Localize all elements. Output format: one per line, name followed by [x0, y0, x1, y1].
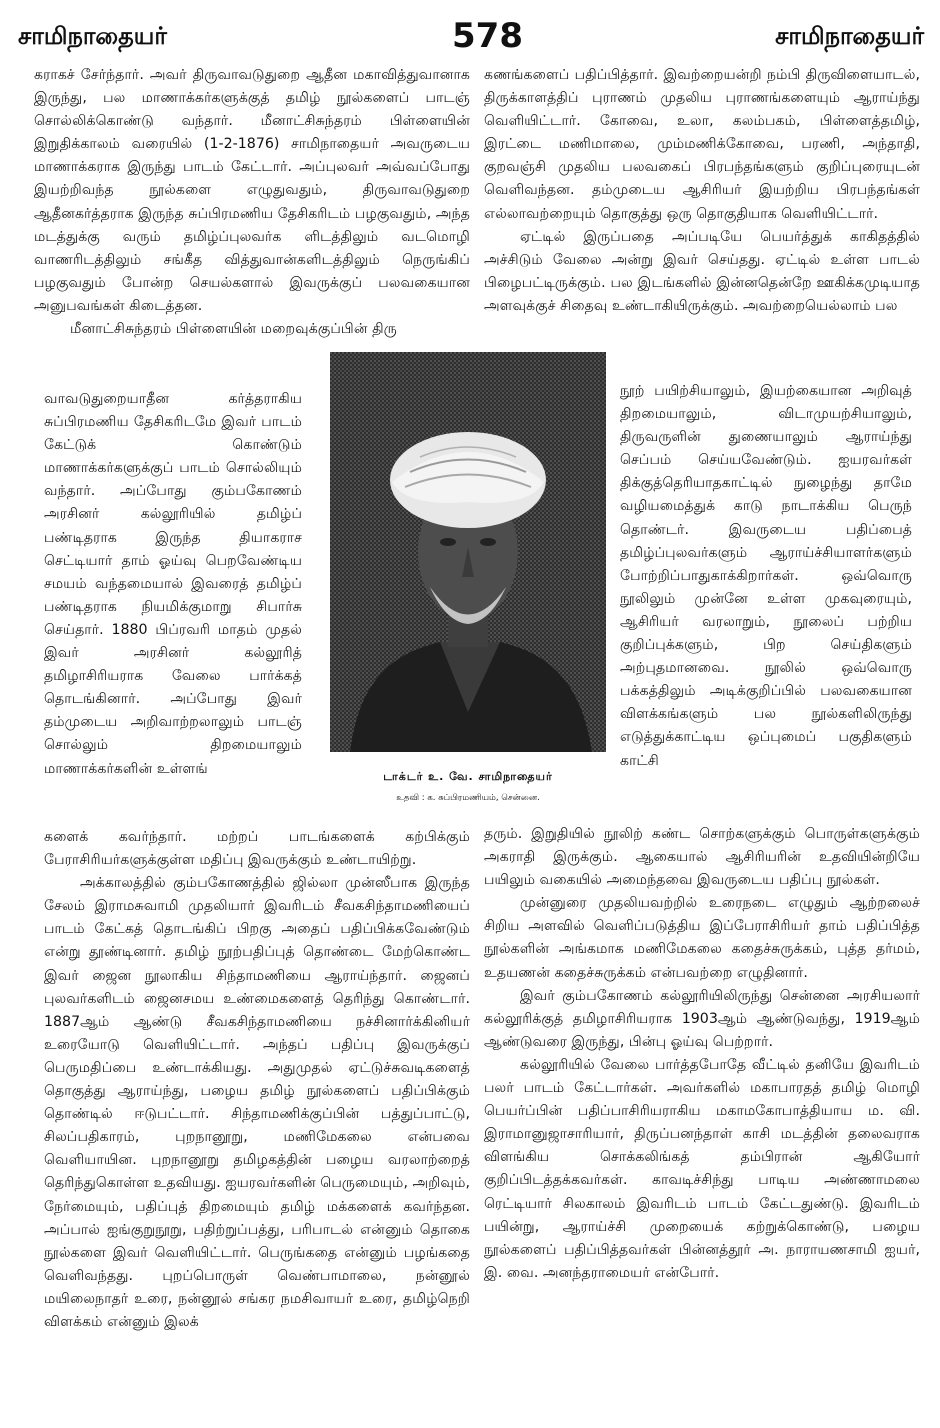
paragraph: கல்லூரியில் வேலை பார்த்தபோதே வீட்டில் தனியே இவரிடம் பலர் பாடம் கேட்டார்கள். அவர்களில் மகாபாரதத் தமிழ் மொழி பெயர்ப்பின் பதிப்பாசிரியராகிய மகாமகோபாத்தியாய ம. வி. இராமானுஜாசாரியார், திருப்பனந்தாள் காசி மடத்தின் தலைவராக விளங்கிய சொக்கலிங்கத் தம்பிரான் ஆகியோர் குறிப்பிடத்தக்கவர்கள். காவடிச்சிந்து பாடிய அண்ணாமலை ரெட்டியார் சிலகாலம் இவரிடம் பாடம் கேட்டதுண்டு. இவரிடம் பயின்று, ஆராய்ச்சி முறையைக் கற்றுக்கொண்டு, பழைய நூல்களைப் பதிப்பித்தவர்கள் பின்னத்தூர் அ. நாராயணசாமி ஐயர், இ. வை. அனந்தராமையர் என்போர். [484, 1056, 920, 1281]
left-column-wrap [44, 388, 302, 781]
paragraph-end: தரும். இறுதியில் நூலிற் கண்ட சொற்களுக்கும் பொருள்களுக்கும் அகராதி இருக்கும். ஆகையால் ஆசிரியரின் உதவியின்றியே பயிலும் வகையில் அமைந்தவை இவருடைய பதிப்பு நூல்கள். [484, 826, 920, 889]
portrait-image [330, 352, 606, 752]
paragraph: இவர் கும்பகோணம் கல்லூரியிலிருந்து சென்னை அரசியலார் கல்லூரிக்குத் தமிழாசிரியராக 1903ஆம் ஆண்டுவந்து, 1919ஆம் ஆண்டுவரை இருந்து, பின்பு ஓய்வு பெற்றார். [484, 987, 920, 1050]
left-column-bottom [44, 826, 470, 1334]
caption-credit: உதவி : க. சுப்பிரமணியம், சென்னை. [396, 793, 540, 803]
paragraph-end: களைக் கவர்ந்தார். மற்றப் பாடங்களைக் கற்பிக்கும் பேராசிரியர்களுக்குள்ள மதிப்பு இவருக்கும் உண்டாயிற்று. [44, 829, 470, 869]
photo-caption [318, 770, 618, 804]
paragraph-wrap: வாவடுதுறையாதீன கர்த்தராகிய சுப்பிரமணிய தேசிகரிடமே இவர் பாடம் கேட்டுக் கொண்டும் மாணாக்கர்களுக்குப் பாடம் சொல்லியும் வந்தார். அப்போது கும்பகோணம் அரசினர் கல்லூரியில் தமிழ்ப் பண்டிதராக இருந்த தியாகராச செட்டியார் தாம் ஓய்வு பெறவேண்டிய சமயம் வந்தமையால் இவரைத் தமிழ்ப் பண்டிதராக நியமிக்குமாறு சிபார்சு செய்தார். 1880 பிப்ரவரி மாதம் முதல் இவர் அரசினர் கல்லூரித் தமிழாசிரியராக வேலை பார்க்கத் தொடங்கினார். அப்போது இவர் தம்முடைய அறிவாற்றலாலும் பாடஞ் சொல்லும் திறமையாலும் மாணாக்கர்களின் உள்ளங் [44, 391, 302, 777]
right-column-top [484, 64, 920, 318]
paragraph: அக்காலத்தில் கும்பகோணத்தில் ஜில்லா முன்ஸீபாக இருந்த சேலம் இராமசுவாமி முதலியார் இவரிடம் சீவகசிந்தாமணியைப் பாடம் கேட்கத் தொடங்கிப் பிறகு அதைப் பதிப்பிக்கவேண்டும் என்று தூண்டினார். தமிழ் நூற்பதிப்புத் தொண்டை மேற்கொண்ட இவர் ஜைன நூலாகிய சிந்தாமணியை ஆராய்ந்தார். ஜைனப் புலவர்களிடம் ஜைனசமய உண்மைகளைத் தெரிந்து கொண்டார். 1887ஆம் ஆண்டு சீவகசிந்தாமணியை நச்சினார்க்கினியர் உரையோடு வெளியிட்டார். அந்தப் பதிப்பு இவருக்குப் பெருமதிப்பை உண்டாக்கியது. அதுமுதல் ஏட்டுச்சுவடிகளைத் தொகுத்து ஆராய்ந்து, பழைய தமிழ் நூல்களைப் பதிப்பிக்கும் தொண்டில் ஈடுபட்டார். சிந்தாமணிக்குப்பின் பத்துப்பாட்டு, சிலப்பதிகாரம், புறநானூறு, மணிமேகலை என்பவை வெளியாயின. புறநானூறு தமிழகத்தின் பழைய வரலாற்றைத் தெரிந்துகொள்ள உதவியது. ஐயரவர்களின் பெருமையும், அறிவும், நேர்மையும், பதிப்புத் திறமையும் தமிழ் மக்களைக் கவர்ந்தன. அப்பால் ஐங்குறுநூறு, பதிற்றுப்பத்து, பரிபாடல் என்னும் தொகை நூல்களை இவர் வெளியிட்டார். பெருங்கதை என்னும் பழங்கதை வெளிவந்தது. புறப்பொருள் வெண்பாமாலை, நன்னூல் மயிலைநாதர் உரை, நன்னூல் சங்கர நமசிவாயர் உரை, தமிழ்நெறி விளக்கம் என்னும் இலக் [44, 875, 470, 1330]
running-head-right: சாமிநாதையர் [775, 22, 924, 50]
page-header [0, 0, 940, 62]
running-head-left: சாமிநாதையர் [18, 22, 167, 50]
right-column-wrap [620, 380, 912, 773]
right-column-bottom [484, 823, 920, 1285]
paragraph: முன்னுரை முதலியவற்றில் உரைநடை எழுதும் ஆற்றலைச் சிறிய அளவில் வெளிப்படுத்திய இப்பேராசிரியர் தாம் பதிப்பித்த நூல்களின் அங்கமாக மணிமேகலை கதைச்சுருக்கம், புத்த தர்மம், உதயணன் கதைச்சுருக்கம் என்பவற்றை எழுதினார். [484, 895, 920, 981]
paragraph: கராகச் சேர்ந்தார். அவர் திருவாவடுதுறை ஆதீன மகாவித்துவானாக இருந்து, பல மாணாக்கர்களுக்குத் தமிழ் நூல்களைப் பாடஞ் சொல்லிக்கொண்டு வந்தார். மீனாட்சிசுந்தரம் பிள்ளையின் இறுதிக்காலம் வரையில் (1-2-1876) சாமிநாதையர் அவருடைய மாணாக்கராக இருந்து பாடம் கேட்டார். அப்புலவர் அவ்வப்போது இயற்றிவந்த நூல்களை எழுதுவதும், திருவாவடுதுறை ஆதீனகர்த்தராக இருந்த சுப்பிரமணிய தேசிகரிடம் பழகுவதும், அந்த மடத்துக்கு வரும் தமிழ்ப்புலவர்க ளிடத்திலும் வடமொழி வாணரிடத்திலும் சங்கீத வித்துவான்களிடத்திலும் நெருங்கிப் பழகுவதும் போன்ற செயல்களால் இவருக்குப் பலவகையான அனுபவங்கள் கிடைத்தன. [34, 67, 470, 314]
paragraph-wrap: நூற் பயிற்சியாலும், இயற்கையான அறிவுத் திறமையாலும், விடாமுயற்சியாலும், திருவருளின் துணையாலும் ஆராய்ந்து செப்பம் செய்யவேண்டும். ஐயரவர்கள் திக்குத்தெரியாதகாட்டில் நுழைந்து தாமே வழியமைத்துக் காடு நாடாக்கிய பெருந் தொண்டர். இவருடைய பதிப்பைத் தமிழ்ப்புலவர்களும் ஆராய்ச்சியாளர்களும் போற்றிப்பாதுகாக்கிறார்கள். ஒவ்வொரு நூலிலும் முன்னே உள்ள முகவுரையும், ஆசிரியர் வரலாறும், நூலைப் பற்றிய குறிப்புக்களும், பிற செய்திகளும் அற்புதமானவை. நூலில் ஒவ்வொரு பக்கத்திலும் அடிக்குறிப்பில் பலவகையான விளக்கங்களும் பல நூல்களிலிருந்து எடுத்துக்காட்டிய ஒப்புமைப் பகுதிகளும் காட்சி [620, 383, 912, 769]
caption-title: டாக்டர் உ. வே. சாமிநாதையர் [383, 770, 553, 783]
page-number: 578 [452, 16, 523, 56]
paragraph-start: ஏட்டில் இருப்பதை அப்படியே பெயர்த்துக் காகிதத்தில் அச்சிடும் வேலை அன்று இவர் செய்தது. ஏட்டில் உள்ள பாடல் பிழைபட்டிருக்கும். பல இடங்களில் இன்னதென்றே ஊகிக்கமுடியாத அளவுக்குச் சிதைவு உண்டாகியிருக்கும். அவற்றையெல்லாம் பல [484, 228, 920, 314]
paragraph: கணங்களைப் பதிப்பித்தார். இவற்றையன்றி நம்பி திருவிளையாடல், திருக்காளத்திப் புராணம் முதலிய புராணங்களையும் ஆராய்ந்து வெளியிட்டார். கோவை, உலா, கலம்பகம், பிள்ளைத்தமிழ், இரட்டை மணிமாலை, மும்மணிக்கோவை, பரணி, அந்தாதி, குறவஞ்சி முதலிய பலவகைப் பிரபந்தங்களும் குறிப்புரையுடன் வெளிவந்தன. தம்முடைய ஆசிரியர் இயற்றிய பிரபந்தங்கள் எல்லாவற்றையும் தொகுத்து ஒரு தொகுதியாக வெளியிட்டார். [484, 67, 920, 222]
left-column-top [34, 64, 470, 341]
portrait-photo [330, 352, 606, 752]
paragraph-start: மீனாட்சிசுந்தரம் பிள்ளையின் மறைவுக்குப்பின் திரு [70, 321, 397, 338]
